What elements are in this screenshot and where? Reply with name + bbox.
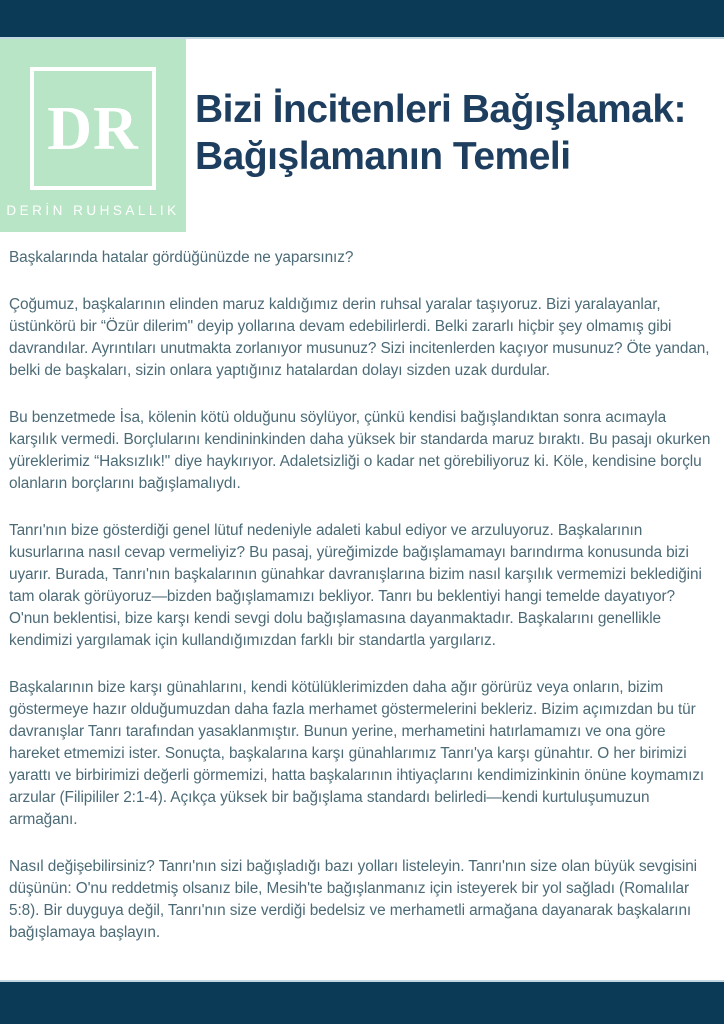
brand-monogram: DR: [47, 94, 139, 163]
page-title-line1: Bizi İncitenleri Bağışlamak:: [195, 88, 687, 131]
page-title: [195, 86, 720, 180]
paragraph-how-to-change: Nasıl değişebilirsiniz? Tanrı'nın sizi bağışladığı bazı yolları listeleyin. Tanrı'nın size olan büyük sevgisini düşünün: O'nu reddetmiş olsanız bile, Mesih'te bağışlanmanız için isteyerek bir yol sağladı (Romalılar 5:8). Bir duyguya değil, Tanrı'nın size verdiği bedelsiz ve merhametli armağana dayanarak başkalarını bağışlamaya başlayın.: [9, 858, 697, 941]
paragraph-question-intro: Başkalarında hatalar gördüğünüzde ne yaparsınız?: [9, 249, 354, 266]
paragraph-standard: Başkalarının bize karşı günahlarını, kendi kötülüklerimizden daha ağır görürüz veya onların, bizim göstermeye hazır olduğumuzdan daha fazla merhamet göstermelerini bekleriz. Bizim açımızdan bu tür davranışlar Tanrı tarafından yasaklanmıştır. Bunun yerine, merhametini hatırlamamızı ve ona göre hareket etmemizi ister. Sonuçta, başkalarına karşı günahlarımız Tanrı'ya karşı günahtır. O her birimizi yarattı ve birbirimizi değerli görmemizi, hatta başkalarının ihtiyaçlarını kendimizinkinin önüne koymamızı arzular (Filipililer 2:1-4). Açıkça yüksek bir bağışlama standardı belirledi—kendi kurtuluşumuzun armağanı.: [9, 679, 705, 828]
logo-frame: [30, 67, 156, 190]
paragraph-wounds: Çoğumuz, başkalarının elinden maruz kaldığımız derin ruhsal yaralar taşıyoruz. Bizi yaralayanlar, üstünkörü bir “Özür dilerim" deyip yollarına devam edebilirlerdi. Belki zararlı hiçbir şey olmamış gibi davrandılar. Ayrıntıları unutmakta zorlanıyor musunuz? Sizi incitenlerden kaçıyor musunuz? Öte yandan, belki de başkaları, sizin onlara yaptığınız hatalardan dolayı sizden uzak durdular.: [9, 296, 710, 379]
page-title-line2: Bağışlamanın Temeli: [195, 135, 571, 178]
brand-name: DERİN RUHSALLIK: [6, 203, 180, 218]
top-bar: [0, 0, 724, 39]
article-body: [9, 247, 715, 969]
paragraph-parable: Bu benzetmede İsa, kölenin kötü olduğunu söylüyor, çünkü kendisi bağışlandıktan sonra acımayla karşılık vermedi. Borçlularını kendininkinden daha yüksek bir standarda maruz bıraktı. Bu pasajı okurken yüreklerimiz “Haksızlık!" diye haykırıyor. Adaletsizliği o kadar net görebiliyoruz ki. Köle, kendisine borçlu olanların borçlarını bağışlamalıydı.: [9, 409, 711, 492]
brand-logo: [0, 39, 186, 232]
bottom-bar: [0, 980, 724, 1024]
paragraph-gods-expectation: Tanrı'nın bize gösterdiği genel lütuf nedeniyle adaleti kabul ediyor ve arzuluyoruz. Başkalarının kusurlarına nasıl cevap vermeliyiz? Bu pasaj, yüreğimizde bağışlamamayı barındırma konusunda bizi uyarır. Burada, Tanrı'nın başkalarının günahkar davranışlarına bizim nasıl karşılık vermemizi beklediğini tam olarak görüyoruz—bizden bağışlamamızı bekliyor. Tanrı bu beklentiyi hangi temelde dayatıyor? O'nun beklentisi, bize karşı kendi sevgi dolu bağışlamasına dayanmaktadır. Başkalarını genellikle kendimizi yargılamak için kullandığımızdan farklı bir standartla yargılarız.: [9, 522, 702, 649]
